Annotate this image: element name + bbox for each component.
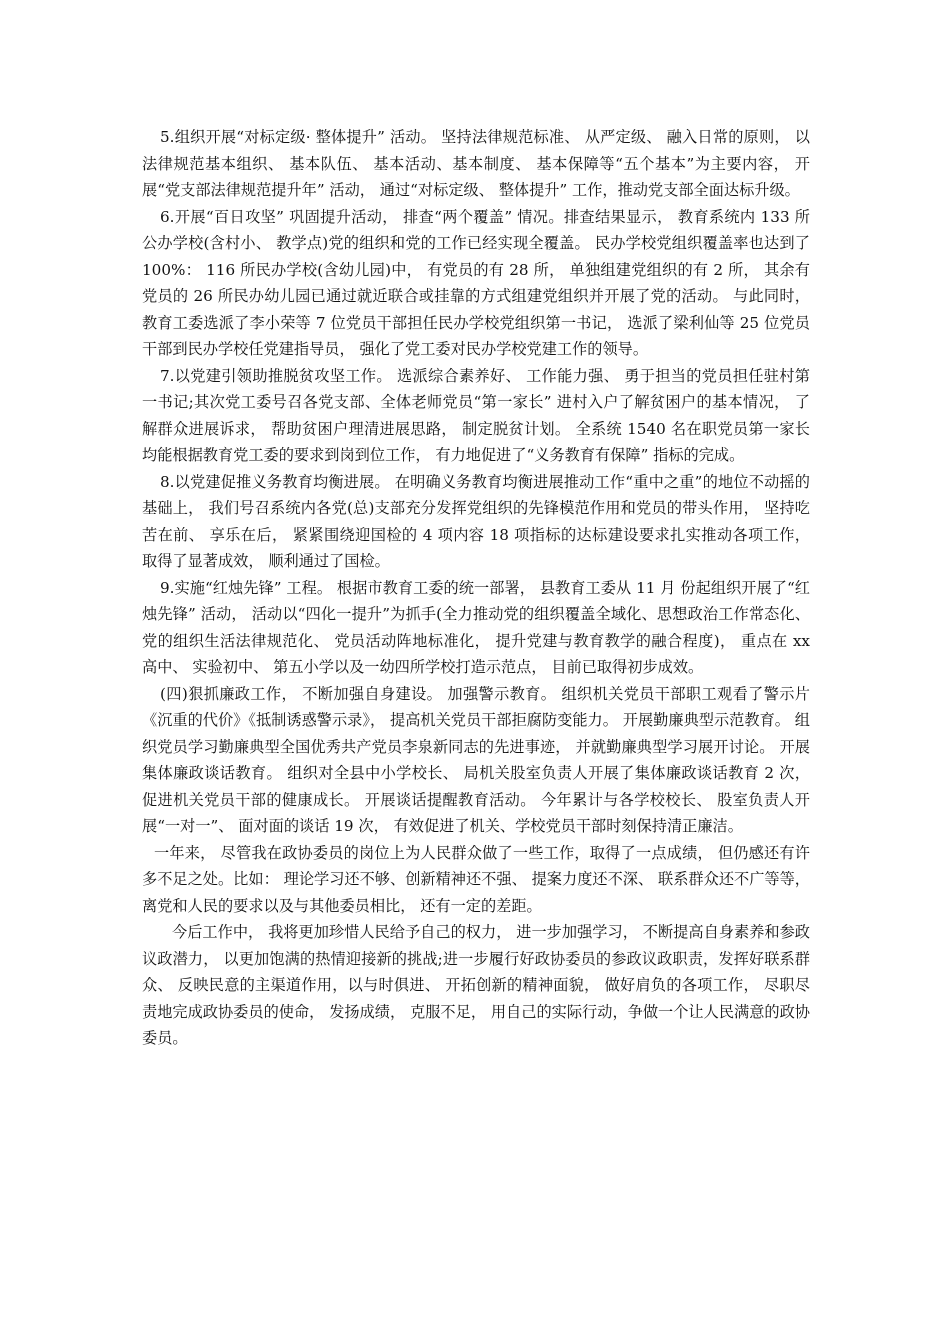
paragraph-item-6: 6.开展“百日攻坚” 巩固提升活动， 排查“两个覆盖” 情况。排查结果显示， 教育系统内 133 所公办学校(含村小、 教学点)党的组织和党的工作已经实现全覆盖。 民办学校党组织覆盖率也达到了 100%： 116 所民办学校(含幼儿园)中， 有党员的有 28 所， 单独组建党组织的有 2 所， 其余有党员的 26 所民办幼儿园已通过就近联合或挂靠的方式组建党组织并开展了党的活动。 与此同时， 教育工委选派了李小荣等 7 位党员干部担任民办学校党组织第一书记， 选派了梁利仙等 25 位党员干部到民办学校任党建指导员， 强化了党工委对民办学校党建工作的领导。 (142, 207, 810, 358)
paragraph-item-5: 5.组织开展“对标定级· 整体提升” 活动。 坚持法律规范标准、 从严定级、 融入日常的原则， 以法律规范基本组织、 基本队伍、 基本活动、基本制度、 基本保障等“五个基本”为主要内容， 开展“党支部法律规范提升年” 活动， 通过“对标定级、 整体提升” 工作，推动党支部全面达标升级。 (142, 128, 810, 199)
paragraph-integrity-work: (四)狠抓廉政工作， 不断加强自身建设。 加强警示教育。 组织机关党员干部职工观看了警示片《沉重的代价》《抵制诱惑警示录》， 提高机关党员干部拒腐防变能力。 开展勤廉典型示范教育。 组织党员学习勤廉典型全国优秀共产党员李泉新同志的先进事迹， 并就勤廉典型学习展开讨论。 开展集体廉政谈话教育。 组织对全县中小学校长、 局机关股室负责人开展了集体廉政谈话教育 2 次， 促进机关党员干部的健康成长。 开展谈话提醒教育活动。 今年累计与各学校校长、 股室负责人开展“一对一”、 面对面的谈话 19 次， 有效促进了机关、学校党员干部时刻保持清正廉洁。 (142, 684, 810, 835)
paragraph-item-7: 7.以党建引领助推脱贫攻坚工作。 选派综合素养好、 工作能力强、 勇于担当的党员担任驻村第一书记;其次党工委号召各党支部、全体老师党员“第一家长” 进村入户了解贫困户的基本情况， 了解群众进展诉求， 帮助贫困户理清进展思路， 制定脱贫计划。 全系统 1540 名在职党员第一家长均能根据教育党工委的要求到岗到位工作， 有力地促进了“义务教育有保障” 指标的完成。 (142, 366, 810, 464)
paragraph-year-review: 一年来， 尽管我在政协委员的岗位上为人民群众做了一些工作，取得了一点成绩， 但仍感还有许多不足之处。比如： 理论学习还不够、创新精神还不强、 提案力度还不深、 联系群众还不广等等， 离党和人民的要求以及与其他委员相比， 还有一定的差距。 (142, 843, 810, 915)
paragraph-future-work: 今后工作中， 我将更加珍惜人民给予自己的权力， 进一步加强学习， 不断提高自身素养和参政议政潜力， 以更加饱满的热情迎接新的挑战;进一步履行好政协委员的参政议政职责，发挥好联系群众、 反映民意的主渠道作用，以与时俱进、 开拓创新的精神面貌， 做好肩负的各项工作， 尽职尽责地完成政协委员的使命， 发扬成绩， 克服不足， 用自己的实际行动，争做一个让人民满意的政协委员。 (142, 923, 810, 1047)
paragraph-item-9: 9.实施“红烛先锋” 工程。 根据市教育工委的统一部署， 县教育工委从 11 月 份起组织开展了“红烛先锋” 活动， 活动以“四化一提升”为抓手(全力推动党的组织覆盖全域化、思想政治工作常态化、党的组织生活法律规范化、 党员活动阵地标准化， 提升党建与教育教学的融合程度)， 重点在 xx 高中、 实验初中、 第五小学以及一幼四所学校打造示范点， 目前已取得初步成效。 (142, 578, 810, 676)
paragraph-item-8: 8.以党建促推义务教育均衡进展。 在明确义务教育均衡进展推动工作“重中之重”的地位不动摇的基础上， 我们号召系统内各党(总)支部充分发挥党组织的先锋模范作用和党员的带头作用， 坚持吃苦在前、 享乐在后， 紧紧围绕迎国检的 4 项内容 18 项指标的达标建设要求扎实推动各项工作， 取得了显著成效， 顺利通过了国检。 (142, 472, 810, 570)
document-page (142, 124, 810, 1052)
